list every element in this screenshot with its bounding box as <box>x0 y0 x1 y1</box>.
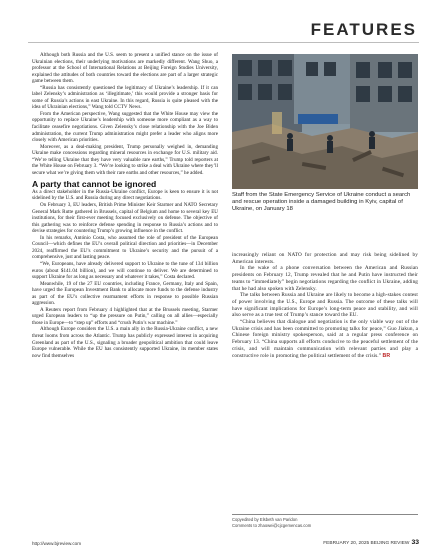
paragraph: increasingly reliant on NATO for protection and may risk being sidelined by American interests. <box>232 252 418 265</box>
footer-issue <box>323 539 419 546</box>
paragraph: A Reuters report from February 4 highlighted that at the Brussels meeting, Starmer urged European leaders to “up the pressure on Putin,” calling on all allies—especially those in Europe—to “step up” efforts and “crush Putin’s war machine.” <box>32 306 218 326</box>
right-column <box>232 252 418 359</box>
issue-label: FEBRUARY 20, 2025 BEIJING REVIEW <box>323 541 410 546</box>
damaged-building-illustration <box>232 54 418 189</box>
paragraph: Although both Russia and the U.S. seem to present a unified stance on the issue of Ukrainian elections, their underlying motivations are markedly different. Wang Shuo, a professor at the School of International Relations at Beijing Foreign Studies University, explained the attitudes of both countries toward the elections are part of a larger strategic game between them. <box>32 52 218 85</box>
paragraph-text: “China believes that dialogue and negotiation is the only viable way out of the Ukraine crisis and has been committed to promoting talks for peace,” Guo Jiakun, a Chinese foreign ministry spokesperson, said at a regular press conference on February 13. “China supports all efforts conducive to the peaceful settlement of the crisis, and will maintain communication with relevant parties and play a constructive role in promoting the political settlement of the crisis.” <box>232 319 418 359</box>
comments-contact: Comments to zhaowei@cjcgemencas.com <box>232 522 312 528</box>
paragraph: As a direct stakeholder in the Russia-Ukraine conflict, Europe is keen to ensure it is not sidelined by the U.S. and Russia during any direct negotiations. <box>32 188 218 202</box>
section-title: FEATURES <box>310 20 417 39</box>
paragraph: In his remarks, António Costa, who assumed the role of president of the European Council—which defines the EU’s overall political direction and priorities—in December 2024, reaffirmed the EU’s commitment to Ukraine’s security and the pursuit of a comprehensive, just and lasting peace. <box>32 234 218 261</box>
paragraph: “We, Europeans, have already delivered support to Ukraine to the tune of 134 billion euros (about $141.04 billion), and we will continue to deliver. We are determined to support Ukraine for as long as necessary and whatever it takes,” Costa declared. <box>32 260 218 281</box>
paragraph: From the American perspective, Wang suggested that the White House may view the opportunity to replace Ukraine’s leadership with someone more compliant as a way to facilitate ceasefire negotiations. Given Zelensky’s close relationship with the Joe Biden administration, the current Trump administration might prefer a leader who aligns more closely with American priorities. <box>32 110 218 144</box>
section-heading: A party that cannot be ignored <box>32 179 157 190</box>
paragraph: Although Europe considers the U.S. a main ally in the Russia-Ukraine conflict, a new threat looms from across the Atlantic. Trump has publicly expressed interest in acquiring Greenland as part of the U.S., signaling a broader geopolitical ambition that could leave Europe vulnerable. While the EU has consistently supported Ukraine, its member states now find themselves <box>32 326 218 359</box>
paragraph: Moreover, as a deal-making president, Trump personally weighed in, demanding Ukraine make concessions regarding mineral resources in exchange for U.S. military aid. “We’re telling Ukraine that they have very valuable rare earths,” Trump told reporters at the White House on February 3. “We’re looking to strike a deal with Ukraine where they’ll secure what we’re giving them with their rare earths and other resources,” he added. <box>32 143 218 176</box>
page-header <box>0 0 427 44</box>
photo-caption: Staff from the State Emergency Service of Ukraine conduct a search and rescue operation inside a damaged building in Kyiv, capital of Ukraine, on January 18 <box>232 192 411 213</box>
header-divider <box>28 42 419 43</box>
paragraph: The talks between Russia and Ukraine are likely to become a high-stakes contest of power involving the U.S., Europe and Russia. The outcome of these talks will have significant implications for Europe’s long-term peace and stability, and will also serve as a true test of Trump’s stance toward the EU. <box>232 292 418 319</box>
left-column <box>32 52 218 359</box>
copyedit-credit: Copyedited by Elsbeth van Paridon <box>232 517 298 522</box>
credits-box <box>232 514 418 528</box>
paragraph: Meanwhile, 19 of the 27 EU countries, including France, Germany, Italy and Spain, have urged the European Investment Bank to allocate more funds to the defense industry as part of the EU’s collective rearmament efforts in response to possible Russian aggression. <box>32 280 218 307</box>
page-number: 33 <box>411 539 419 546</box>
end-mark: BR <box>382 352 391 359</box>
footer-url[interactable]: http://www.bjreview.com <box>32 541 82 546</box>
paragraph: “Russia has consistently questioned the legitimacy of Ukraine’s leadership. If it can label Zelensky’s administration as ‘illegitimate,’ this would provide a stronger basis for some of Russia’s actions in east Ukraine. In this regard, Russia is quite pleased with the idea of Ukrainian elections,” Wang told CCTV News. <box>32 84 218 111</box>
paragraph: In the wake of a phone conversation between the American and Russian presidents on February 12, Trump revealed that he and Putin have instructed their teams to “immediately” begin negotiations regarding the conflict in Ukraine, adding that he had also spoken with Zelensky. <box>232 265 418 292</box>
paragraph: On February 3, EU leaders, British Prime Minister Keir Starmer and NATO Secretary General Mark Rutte gathered in Brussels, capital of Belgium and home to several key EU institutions, for their first-ever meeting focused exclusively on defense. The objective of this gathering was to reinforce defense spending in response to Russia’s actions and to devise strategies for countering Trump’s growing influence in the conflict. <box>32 202 218 235</box>
news-photo <box>232 54 418 189</box>
paragraph <box>232 319 418 359</box>
